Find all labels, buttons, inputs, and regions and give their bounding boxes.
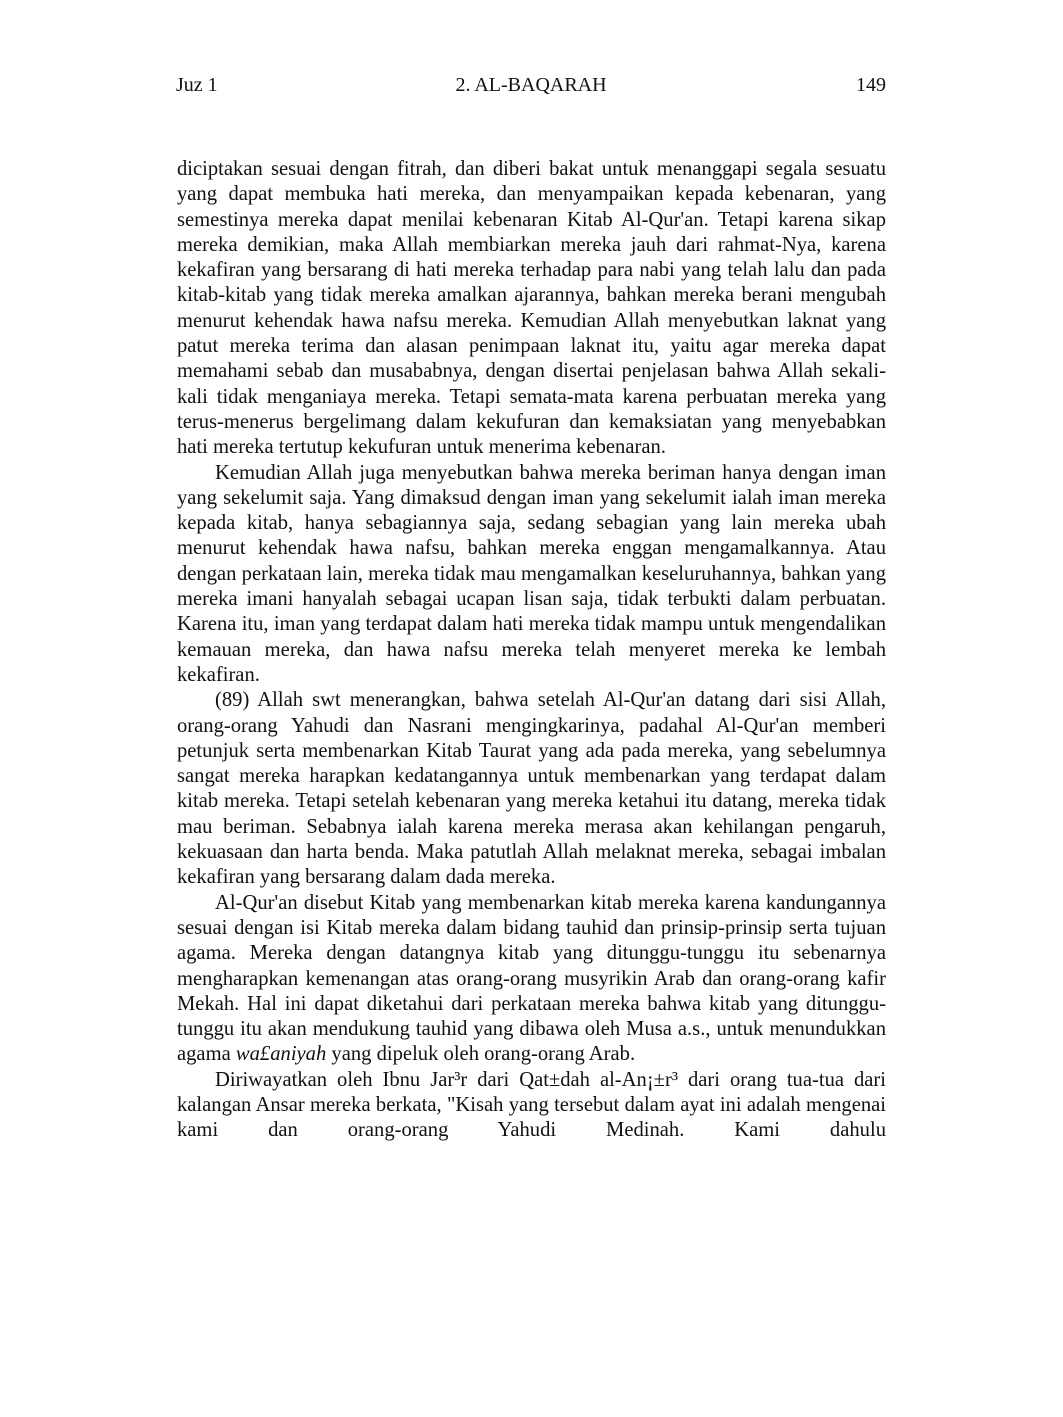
- paragraph-2: Kemudian Allah juga menyebutkan bahwa mereka beriman hanya dengan iman yang sekelumit saja. Yang dimaksud dengan iman yang sekelumit ialah iman mereka kepada kitab, hanya sebagiannya saja, sedang sebagian yang lain mereka ubah menurut kehendak hawa nafsu, bahkan mereka enggan mengamalkannya. Atau dengan perkataan lain, mereka tidak mau mengamalkan keseluruhannya, bahkan yang mereka imani hanyalah sebagai ucapan lisan saja, tidak terbukti dalam perbuatan. Karena itu, iman yang terdapat dalam hati mereka tidak mampu untuk mengendalikan kemauan mereka, dan hawa nafsu mereka telah menyeret mereka ke lembah kekafiran.: [177, 461, 886, 686]
- paragraph-3: (89) Allah swt menerangkan, bahwa setelah Al-Qur'an datang dari sisi Allah, orang-orang Yahudi dan Nasrani mengingkarinya, padahal Al-Qur'an memberi petunjuk serta membenarkan Kitab Taurat yang ada pada mereka, yang sebelumnya sangat mereka harapkan kedatangannya untuk membenarkan yang terdapat dalam kitab mereka. Tetapi setelah kebenaran yang mereka ketahui itu datang, mereka tidak mau beriman. Sebabnya ialah karena mereka merasa akan kehilangan pengaruh, kekuasaan dan harta benda. Maka patutlah Allah melaknat mereka, sebagai imbalan kekafiran yang bersarang dalam dada mereka.: [177, 689, 886, 889]
- paragraph-4-text-b: yang dipeluk oleh orang-orang Arab.: [326, 1043, 636, 1066]
- surah-title: 2. AL-BAQARAH: [455, 74, 607, 96]
- paragraph-5: Diriwayatkan oleh Ibnu Jar³r dari Qat±dah al-An¡±r³ dari orang tua-tua dari kalangan Ansar mereka berkata, "Kisah yang tersebut dalam ayat ini adalah mengenai kami dan orang-orang Yahudi Medinah. Kami dahulu: [177, 1068, 886, 1142]
- body-text: [177, 157, 886, 1144]
- italic-term: wa£aniyah: [235, 1043, 327, 1066]
- paragraph-1: diciptakan sesuai dengan fitrah, dan diberi bakat untuk menanggapi segala sesuatu yang dapat membuka hati mereka, dan menyampaikan kepada kebenaran, yang semestinya mereka dapat menilai kebenaran Kitab Al-Qur'an. Tetapi karena sikap mereka demikian, maka Allah membiarkan mereka jauh dari rahmat-Nya, karena kekafiran yang bersarang di hati mereka terhadap para nabi yang telah lalu dan pada kitab-kitab yang tidak mereka amalkan ajarannya, bahkan mereka berani mengubah menurut kehendak hawa nafsu mereka. Kemudian Allah menyebutkan laknat yang patut mereka terima dan alasan penimpaan laknat itu, yaitu agar mereka dapat memahami sebab dan musababnya, dengan disertai penjelasan bahwa Allah sekali-kali tidak menganiaya mereka. Tetapi semata-mata karena perbuatan mereka yang terus-menerus bergelimang dalam kekufuran dan kemaksiatan yang menyebabkan hati mereka tertutup kekufuran untuk menerima kebenaran.: [177, 158, 886, 459]
- page-number: 149: [856, 74, 886, 96]
- paragraph-4: [177, 891, 886, 1068]
- page-header: [176, 70, 886, 100]
- paragraph-4-text-a: Al-Qur'an disebut Kitab yang membenarkan kitab mereka karena kandungannya sesuai dengan isi Kitab mereka dalam bidang tauhid dan prinsip-prinsip serta tujuan agama. Mereka dengan datangnya kitab yang ditunggu-tunggu itu sebenarnya mengharapkan kemenangan atas orang-orang musyrikin Arab dan orang-orang kafir Mekah. Hal ini dapat diketahui dari perkataan mereka bahwa kitab yang ditunggu-tunggu itu akan mendukung tauhid yang dibawa oleh Musa a.s., untuk menundukkan agama: [177, 891, 886, 1066]
- juz-label: Juz 1: [176, 74, 218, 96]
